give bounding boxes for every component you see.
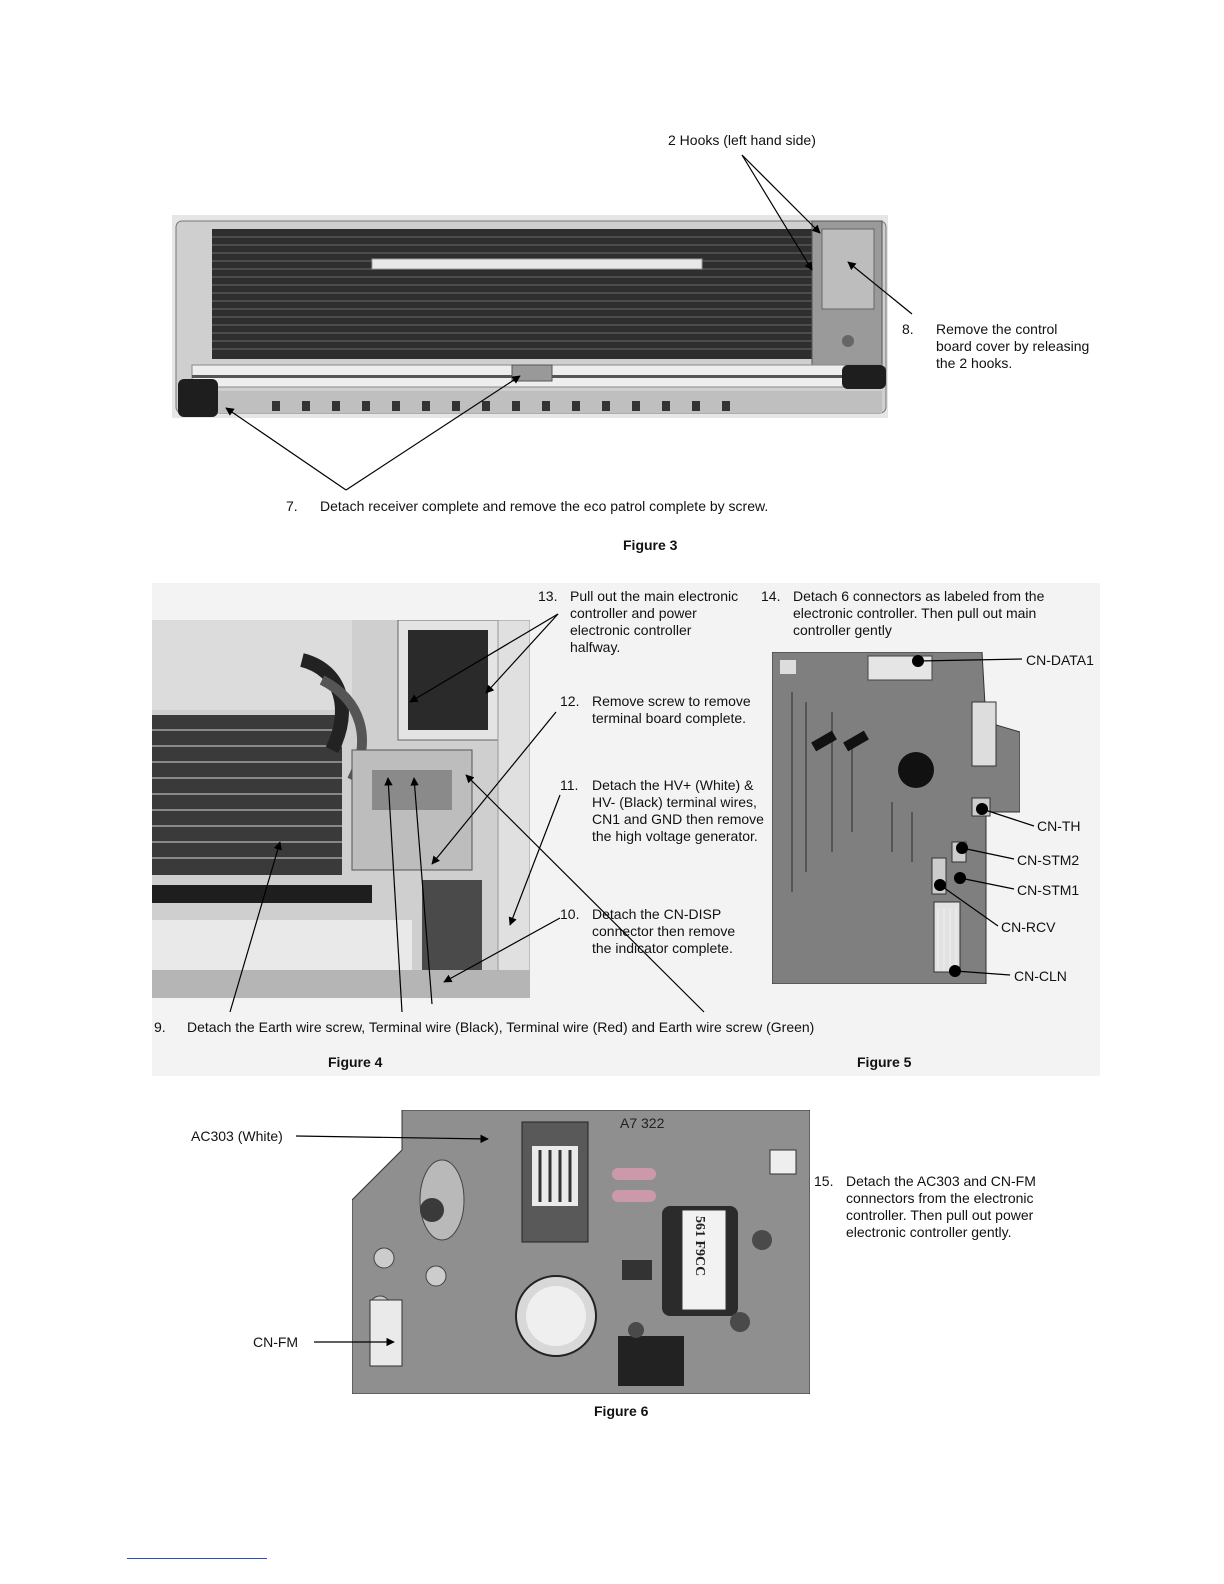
figure3-photo [172,215,888,418]
figure4-photo [152,620,530,998]
pcb-marking: A7 322 [620,1115,665,1131]
connector-label-cn-cln: CN-CLN [1014,968,1067,984]
step13-number: 13. [538,588,558,604]
figure3-caption: Figure 3 [623,537,678,553]
step14-text: Detach 6 connectors as labeled from the electronic controller. Then pull out main controller gently [793,588,1045,638]
step15-text: Detach the AC303 and CN-FM connectors from the electronic controller. Then pull out power electronic controller gently. [846,1173,1036,1240]
figure6-photo [352,1110,810,1394]
step11-number: 11. [560,777,579,793]
footer-rule [127,1558,267,1559]
step8-text: Remove the control board cover by releasing the 2 hooks. [936,321,1090,371]
step13-text: Pull out the main electronic controller and power electronic controller halfway. [570,588,739,655]
step10-text: Detach the CN-DISP connector then remove the indicator complete. [592,906,736,956]
connector-label-cn-stm2: CN-STM2 [1017,852,1080,868]
hooks-label: 2 Hooks (left hand side) [668,132,816,148]
connector-label-cn-stm1: CN-STM1 [1017,882,1080,898]
figure4-caption: Figure 4 [328,1054,383,1070]
figure6-caption: Figure 6 [594,1403,649,1419]
step7-text: Detach receiver complete and remove the eco patrol complete by screw. [320,498,769,514]
connector-label-cn-rcv: CN-RCV [1001,919,1056,935]
step9-number: 9. [154,1019,166,1035]
figure5-caption: Figure 5 [857,1054,912,1070]
step11-text: Detach the HV+ (White) & HV- (Black) terminal wires, CN1 and GND then remove the high voltage generator. [592,777,764,844]
step7-leader-1 [226,408,346,490]
connector-label-cn-data1: CN-DATA1 [1026,652,1094,668]
transformer-marking: 561 F9CC [692,1216,707,1277]
step12-text: Remove screw to remove terminal board complete. [592,693,751,726]
figure5-photo [772,652,1020,984]
ac303-label: AC303 (White) [191,1128,283,1144]
cn-fm-label: CN-FM [253,1334,299,1350]
step10-number: 10. [560,906,580,922]
step9-text: Detach the Earth wire screw, Terminal wire (Black), Terminal wire (Red) and Earth wire screw (Green) [187,1019,815,1035]
step15-number: 15. [814,1173,834,1189]
step14-number: 14. [761,588,781,604]
step7-number: 7. [286,498,298,514]
connector-label-cn-th: CN-TH [1037,818,1081,834]
step12-number: 12. [560,693,580,709]
step8-number: 8. [902,321,914,337]
